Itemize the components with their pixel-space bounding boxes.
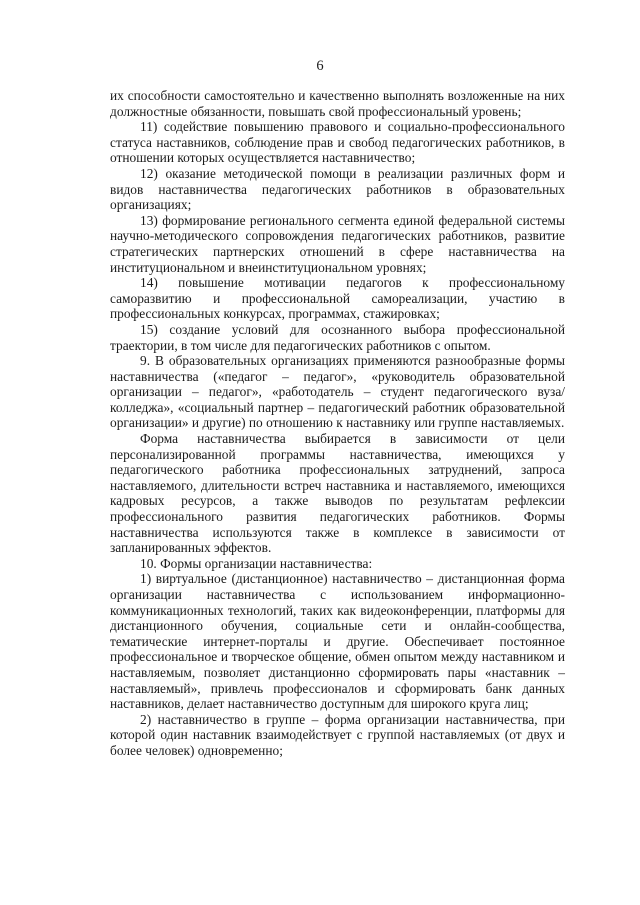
paragraph: 11) содействие повышению правового и социально-профессионального статуса наставников, соблюдение прав и свобод педагогических работников, в отношении которых осуществляется наставничество; bbox=[110, 119, 565, 166]
paragraph: 15) создание условий для осознанного выбора профессиональной траектории, в том числе для педагогических работников с опытом. bbox=[110, 321, 565, 353]
paragraph: 1) виртуальное (дистанционное) наставничество – дистанционная форма организации наставничества с использованием информационно-коммуникационных технологий, таких как видеоконференции, платформы для дистанционного обучения, социальные сети и онлайн-сообщества, тематические интернет-порталы и другие. Обеспечивает постоянное профессиональное и творческое общение, обмен опытом между наставником и наставляемым, позволяет дистанционно сформировать пары «наставник – наставляемый», привлечь профессионалов и сформировать банк данных наставников, делает наставничество доступным для широкого круга лиц; bbox=[110, 571, 565, 712]
paragraph: 14) повышение мотивации педагогов к профессиональному саморазвитию и профессиональной самореализации, участию в профессиональных конкурсах, программах, стажировках; bbox=[110, 275, 565, 322]
paragraph: 13) формирование регионального сегмента единой федеральной системы научно-методического сопровождения педагогических работников, развитие стратегических партнерских отношений в сфере наставничества на институциональном и внеинституциональном уровнях; bbox=[110, 212, 565, 275]
document-body bbox=[110, 88, 565, 759]
paragraph: 12) оказание методической помощи в реализации различных форм и видов наставничества педагогических работников в образовательных организациях; bbox=[110, 165, 565, 213]
paragraph: 10. Формы организации наставничества: bbox=[140, 555, 373, 571]
paragraph: 2) наставничество в группе – форма организации наставничества, при которой один наставник взаимодействует с группой наставляемых (от двух и более человек) одновременно; bbox=[110, 711, 565, 758]
page-number: 6 bbox=[316, 58, 324, 74]
paragraph: 9. В образовательных организациях применяются разнообразные формы наставничества («педагог – педагог», «руководитель образовательной организации – педагог», «работодатель – студент педагогического вуза/колледжа», «социальный партнер – педагогический работник образовательной организации» и другие) по отношению к наставнику или группе наставляемых. bbox=[110, 353, 565, 431]
paragraph: Форма наставничества выбирается в зависимости от цели персонализированной программы наставничества, имеющихся у педагогического работника профессиональных затруднений, запроса наставляемого, длительности встреч наставника и наставляемого, имеющихся кадровых ресурсов, а также выводов по результатам рефлексии профессионального развития педагогических работников. Формы наставничества используются также в комплексе в зависимости от запланированных эффектов. bbox=[110, 431, 565, 556]
paragraph: их способности самостоятельно и качественно выполнять возложенные на них должностные обязанности, повышать свой профессиональный уровень; bbox=[110, 88, 565, 119]
